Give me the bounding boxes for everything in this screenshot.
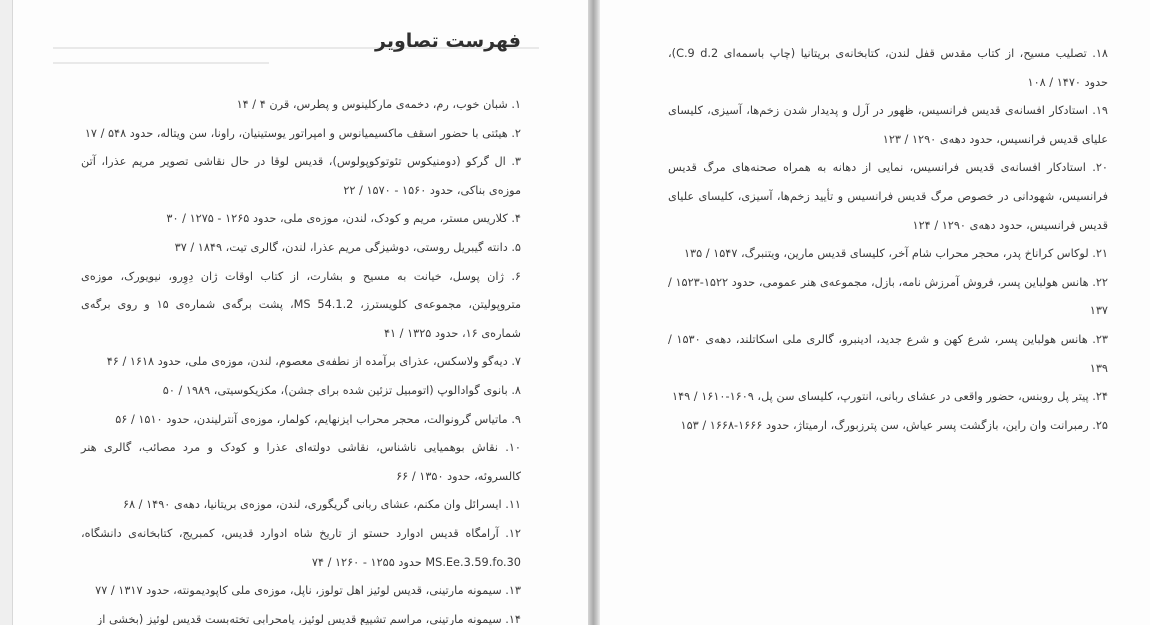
list-item: ۱۲. آرامگاه قدیس ادوارد حستو از تاریخ شاه ادوارد قدیس، کمبریج، کتابخانه‌ی دانشگاه، MS.Ee.3.59.fo.30 حدود ۱۲۵۵ - ۱۲۶۰ / ۷۴ (81, 526, 521, 569)
list-item: ۲۰. استادکار افسانه‌ی قدیس فرانسیس، نمایی از دهانه به همراه صحنه‌های مرگ قدیس فرانسیس، شهودانی در خصوص مرگ قدیس فرانسیس و تأیید زخم‌ها، آسیزی، کلیسای علیای قدیس فرانسیس، حدود دهه‌ی ۱۲۹۰ / ۱۲۴ (668, 161, 1108, 232)
bleed-through-line (53, 62, 269, 64)
left-page (12, 0, 589, 625)
book-gutter (588, 0, 600, 625)
list-item: ۱۴. سیمونه مارتینی، مراسم تشییع قدیس لوئیز، پامحرابی تخته‌بست قدیس لوئیز (بخشی از (96, 612, 521, 625)
list-item: ۲. هیئتی با حضور اسقف ماکسیمیانوس و امپراتور یوستینیان، راونا، سن ویتاله، حدود ۵۴۸ / ۱۷ (84, 126, 521, 140)
list-item: ۱۱. ایسرائل وان مکنم، عشای ربانی گریگوری، لندن، موزه‌ی بریتانیا، دهه‌ی ۱۴۹۰ / ۶۸ (122, 498, 521, 512)
page-title: فهرست تصاویر (375, 30, 521, 52)
list-item: ۴. کلاریس مستر، مریم و کودک، لندن، موزه‌ی ملی، حدود ۱۲۶۵ - ۱۲۷۵ / ۳۰ (166, 212, 521, 226)
figure-list-left (81, 91, 521, 625)
list-item: ۱۹. استادکار افسانه‌ی قدیس فرانسیس، ظهور در آرل و پدیدار شدن زخم‌ها، آسیزی، کلیسای علیای قدیس فرانسیس، حدود دهه‌ی ۱۲۹۰ / ۱۲۳ (668, 104, 1108, 146)
right-page (600, 0, 1150, 625)
list-item: ۸. بانوی گوادالوپ (اتومبیل تزئین شده برای جشن)، مکزیکوسیتی، ۱۹۸۹ / ۵۰ (162, 383, 521, 397)
list-item: ۹. ماتیاس گرونوالت، محجر محراب ایزنهایم، کولمار، موزه‌ی آنترلیندن، حدود ۱۵۱۰ / ۵۶ (115, 412, 521, 426)
list-item: ۱۰. نقاش بوهمیایی ناشناس، نقاشی دولته‌ای عذرا و کودک و مرد مصائب، گالری هنر کالسروئه، حدود ۱۳۵۰ / ۶۶ (81, 441, 521, 483)
list-item: ۲۲. هانس هولباین پسر، فروش آمرزش نامه، بازل، مجموعه‌ی هنر عمومی، حدود ۱۵۲۲-۱۵۲۳ / ۱۳۷ (668, 275, 1108, 318)
list-item: ۲۵. رمبرانت وان راین، بازگشت پسر عیاش، سن پترزبورگ، ارمیتاژ، حدود ۱۶۶۶-۱۶۶۸ / ۱۵۳ (680, 418, 1108, 432)
list-item: ۲۳. هانس هولباین پسر، شرع کهن و شرع جدید، ادینبرو، گالری ملی اسکاتلند، دهه‌ی ۱۵۳۰ / ۱۳۹ (668, 332, 1108, 375)
list-item: ۲۱. لوکاس کراناخ پدر، محجر محراب شام آخر، کلیسای قدیس مارین، ویتنبرگ، ۱۵۴۷ / ۱۳۵ (683, 247, 1108, 261)
list-item: ۶. ژان پوسل، خیانت به مسیح و بشارت، از کتاب اوقات ژان دِوِرو، نیویورک، موزه‌ی متروپولیتن، مجموعه‌ی کلویسترز، MS 54.1.2، پشت برگه‌ی شماره‌ی ۱۵ و روی برگه‌ی شماره‌ی ۱۶، حدود ۱۳۲۵ / ۴۱ (81, 269, 521, 340)
list-item: ۷. دیه‌گو ولاسکس، عذرای برآمده از نطفه‌ی معصوم، لندن، موزه‌ی ملی، حدود ۱۶۱۸ / ۴۶ (106, 355, 521, 369)
list-item: ۱۳. سیمونه مارتینی، قدیس لوئیز اهل تولوز، ناپل، موزه‌ی ملی کاپودیمونته، حدود ۱۳۱۷ / ۷۷ (95, 584, 521, 598)
list-item: ۲۴. پیتر پل روبنس، حضور واقعی در عشای ربانی، انتورپ، کلیسای سن پل، ۱۶۰۹-۱۶۱۰ / ۱۴۹ (672, 390, 1108, 404)
list-item: ۱۸. تصلیب مسیح، از کتاب مقدس قفل لندن، کتابخانه‌ی بریتانیا (چاپ باسمه‌ای C.9 d.2)، حدود ۱۴۷۰ / ۱۰۸ (668, 47, 1108, 89)
list-item: ۱. شبان خوب، رم، دخمه‌ی مارکلینوس و پطرس، قرن ۴ / ۱۴ (236, 98, 521, 111)
figure-list-right (668, 40, 1108, 440)
list-item: ۳. ال گرکو (دومنیکوس تئوتوکوپولوس)، قدیس لوقا در حال نقاشی تصویر مریم عذرا، آتن موزه‌ی بناکی، حدود ۱۵۶۰ - ۱۵۷۰ / ۲۲ (81, 155, 521, 197)
list-item: ۵. دانته گیبریل روستی، دوشیزگی مریم عذرا، لندن، گالری تیت، ۱۸۴۹ / ۳۷ (174, 240, 521, 254)
